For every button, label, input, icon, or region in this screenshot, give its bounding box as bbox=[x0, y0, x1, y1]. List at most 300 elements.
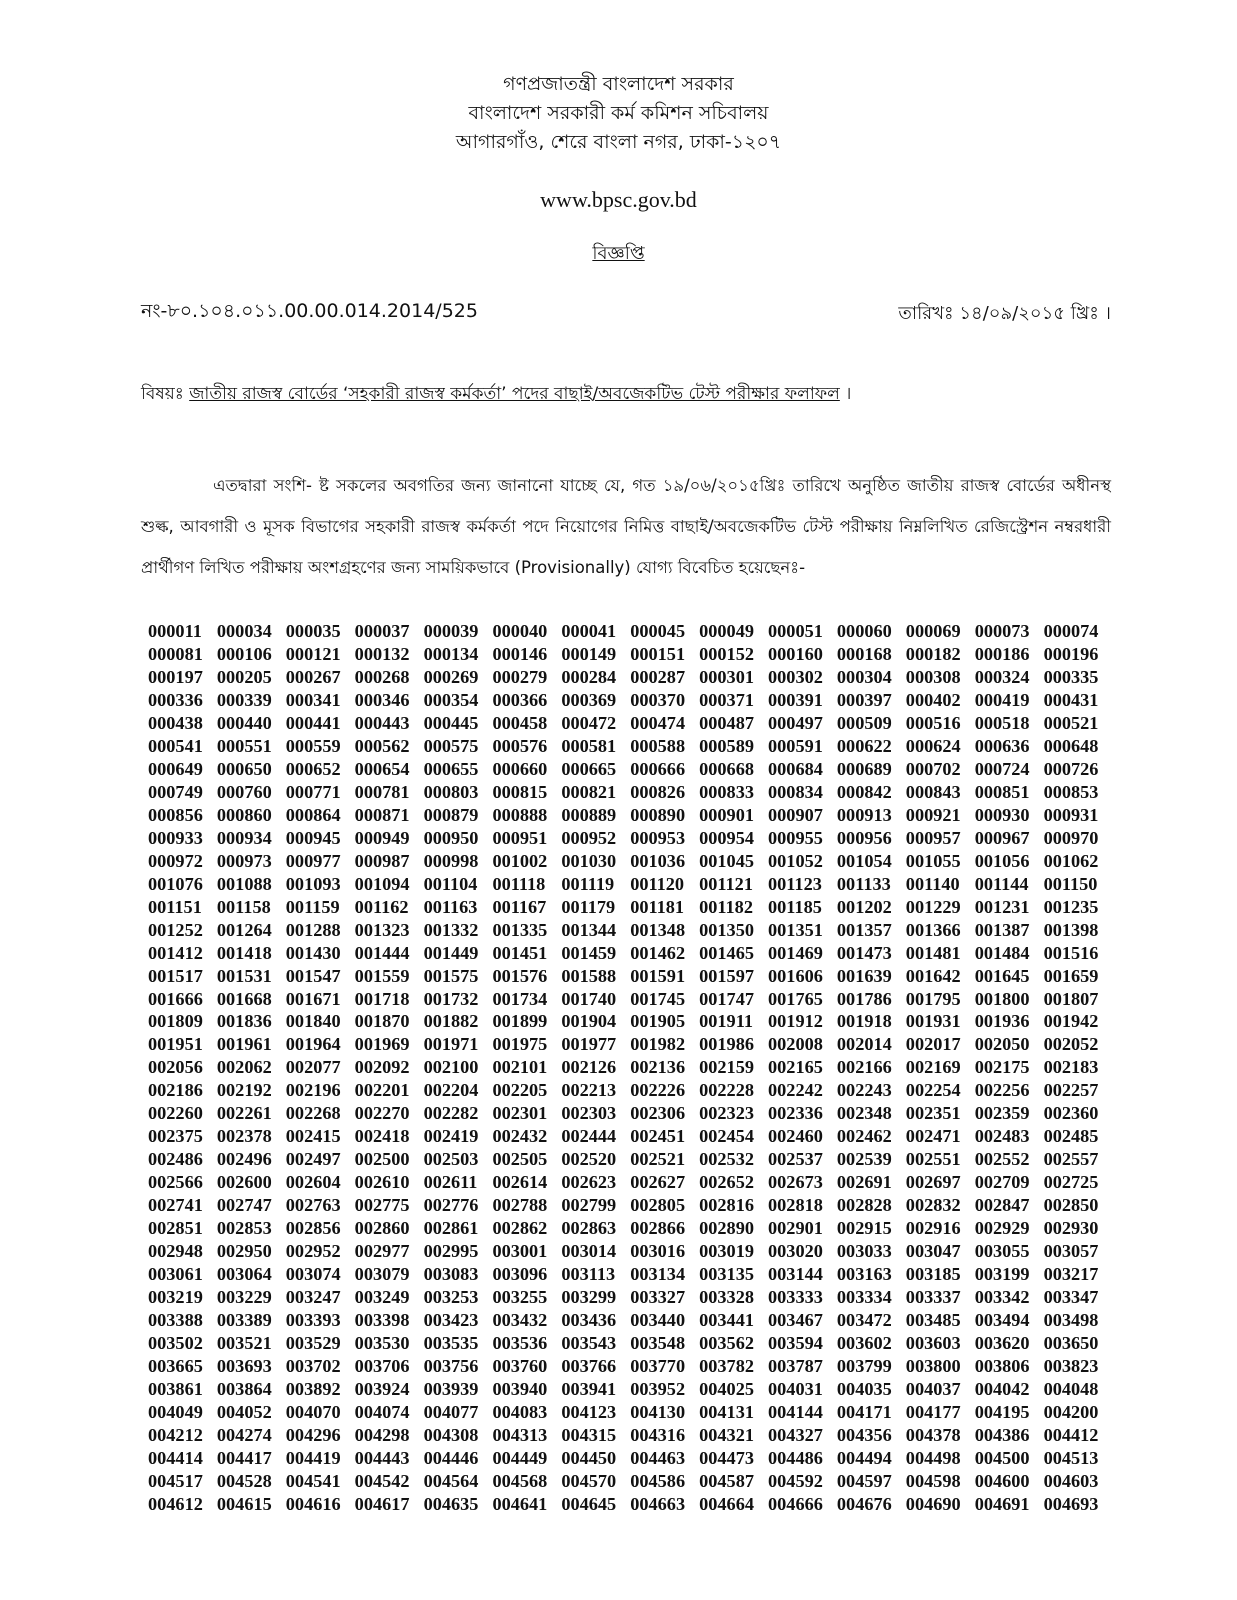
registration-number: 001800 bbox=[974, 988, 1030, 1009]
registration-number: 001718 bbox=[354, 988, 410, 1009]
registration-number: 000589 bbox=[699, 735, 754, 756]
registration-number: 001231 bbox=[974, 896, 1030, 917]
registration-number: 002863 bbox=[561, 1218, 617, 1239]
registration-number: 000074 bbox=[1043, 621, 1099, 641]
registration-number: 000853 bbox=[1043, 781, 1099, 802]
registration-number: 004025 bbox=[699, 1378, 754, 1399]
registration-number: 001054 bbox=[836, 850, 892, 871]
registration-number: 003217 bbox=[1043, 1264, 1099, 1285]
registration-number: 003393 bbox=[285, 1310, 341, 1331]
registration-number: 002159 bbox=[699, 1057, 754, 1078]
registration-number: 002725 bbox=[1043, 1172, 1099, 1193]
registration-number: 003706 bbox=[354, 1356, 410, 1376]
registration-number: 001056 bbox=[974, 850, 1030, 871]
registration-number: 003432 bbox=[492, 1310, 548, 1331]
registration-number: 000073 bbox=[974, 621, 1030, 641]
registration-number: 000890 bbox=[630, 804, 686, 825]
registration-number: 003892 bbox=[285, 1378, 341, 1399]
registration-number: 001120 bbox=[630, 873, 685, 894]
registration-number: 001745 bbox=[630, 988, 686, 1009]
registration-number: 000934 bbox=[216, 827, 272, 848]
registration-number: 000039 bbox=[423, 621, 479, 641]
header-address: আগারগাঁও, শেরে বাংলা নগর, ঢাকা-১২০৭ bbox=[455, 131, 782, 153]
registration-number: 002847 bbox=[974, 1195, 1030, 1216]
registration-number: 002471 bbox=[905, 1126, 961, 1147]
registration-number: 002861 bbox=[423, 1218, 479, 1239]
registration-number: 002485 bbox=[1043, 1126, 1099, 1147]
registration-number: 004315 bbox=[561, 1424, 617, 1445]
registration-number: 003247 bbox=[285, 1287, 341, 1308]
registration-number: 000843 bbox=[905, 781, 961, 802]
registration-number: 002775 bbox=[354, 1195, 410, 1216]
registration-number: 002950 bbox=[216, 1241, 272, 1262]
registration-number: 000035 bbox=[285, 621, 341, 641]
registration-number: 000689 bbox=[836, 758, 892, 779]
registration-number: 000977 bbox=[285, 850, 341, 871]
registration-number: 000665 bbox=[561, 758, 617, 779]
registration-number: 003074 bbox=[285, 1264, 341, 1285]
registration-number: 002537 bbox=[768, 1149, 823, 1170]
registration-number: 000581 bbox=[561, 735, 617, 756]
registration-number: 002254 bbox=[905, 1080, 961, 1101]
registration-number: 001671 bbox=[285, 988, 341, 1009]
registration-number: 000268 bbox=[354, 666, 410, 687]
registration-number: 000648 bbox=[1043, 735, 1099, 756]
registration-number: 001202 bbox=[836, 896, 892, 917]
registration-number: 004587 bbox=[699, 1470, 754, 1491]
registration-number: 001459 bbox=[561, 942, 617, 963]
registration-number: 000856 bbox=[148, 804, 203, 825]
registration-number: 002242 bbox=[768, 1080, 823, 1101]
registration-number: 000287 bbox=[630, 666, 686, 687]
registration-number: 000341 bbox=[285, 689, 341, 710]
registration-number: 003333 bbox=[768, 1287, 823, 1308]
registration-number: 004417 bbox=[216, 1447, 272, 1468]
registration-number: 001588 bbox=[561, 965, 617, 986]
registration-number: 004130 bbox=[630, 1401, 686, 1422]
registration-number: 004463 bbox=[630, 1447, 686, 1468]
registration-number: 000871 bbox=[354, 804, 410, 825]
notice-body: এতদ্বারা সংশি- ষ্ট সকলের অবগতির জন্য জানানো যাচ্ছে যে, গত ১৯/০৬/২০১৫খ্রিঃ তারিখে অনুষ্ঠিত জাতীয় রাজস্ব বোর্ডের অধীনস্থ শুল্ক, আবগারী ও মূসক বিভাগের সহকারী রাজস্ব কর্মকর্তা পদে নিয়োগের নিমিত্ত বাছাই/অবজেকটিভ টেস্ট পরীক্ষায় নিম্নলিখিত রেজিস্ট্রেশন নম্বরধারী প্রার্থীগণ লিখিত পরীক্ষায় অংশগ্রহণের জন্য সাময়িকভাবে (Provisionally) যোগ্য বিবেচিত হয়েছেনঃ- bbox=[141, 476, 1111, 577]
registration-number: 004517 bbox=[148, 1470, 203, 1491]
registration-number: 002890 bbox=[699, 1218, 754, 1239]
registration-number: 000081 bbox=[148, 643, 203, 664]
registration-number: 001639 bbox=[836, 965, 892, 986]
registration-number: 004616 bbox=[285, 1493, 341, 1514]
registration-number: 001181 bbox=[630, 896, 685, 917]
registration-number: 001150 bbox=[1043, 873, 1098, 894]
registration-number: 001870 bbox=[354, 1011, 410, 1032]
registration-number: 003219 bbox=[148, 1287, 203, 1308]
subject-text: জাতীয় রাজস্ব বোর্ডের ‘সহকারী রাজস্ব কর্মকর্তা’ পদের বাছাই/অবজেকটিভ টেস্ট পরীক্ষার ফলাফল bbox=[189, 384, 840, 404]
memo-date: তারিখঃ ১৪/০৯/২০১৫ খ্রিঃ । bbox=[898, 303, 1111, 324]
registration-number: 001357 bbox=[836, 919, 892, 940]
registration-number: 000760 bbox=[216, 781, 272, 802]
registration-number: 003864 bbox=[216, 1378, 272, 1399]
registration-number: 000860 bbox=[216, 804, 272, 825]
registration-number: 001840 bbox=[285, 1011, 341, 1032]
registration-number: 004641 bbox=[492, 1493, 548, 1514]
registration-number: 000956 bbox=[836, 827, 892, 848]
registration-number: 000945 bbox=[285, 827, 341, 848]
registration-number: 003440 bbox=[630, 1310, 686, 1331]
registration-number: 001104 bbox=[423, 873, 478, 894]
registration-number: 000749 bbox=[148, 781, 203, 802]
registration-number: 003529 bbox=[285, 1333, 341, 1354]
registration-number: 001484 bbox=[974, 942, 1030, 963]
registration-number: 002929 bbox=[974, 1218, 1030, 1239]
registration-number: 000041 bbox=[561, 621, 617, 641]
registration-number: 001121 bbox=[699, 873, 753, 894]
registration-number: 001786 bbox=[836, 988, 892, 1009]
registration-number: 000803 bbox=[423, 781, 479, 802]
registration-number: 003134 bbox=[630, 1264, 686, 1285]
registration-number: 002052 bbox=[1043, 1034, 1099, 1055]
registration-number: 004541 bbox=[285, 1470, 341, 1491]
registration-number: 004450 bbox=[561, 1447, 617, 1468]
registration-number: 002186 bbox=[148, 1080, 203, 1101]
registration-number: 001418 bbox=[216, 942, 272, 963]
registration-number: 000655 bbox=[423, 758, 479, 779]
registration-number: 002500 bbox=[354, 1149, 410, 1170]
registration-number: 000889 bbox=[561, 804, 617, 825]
registration-number: 001462 bbox=[630, 942, 686, 963]
registration-number: 004690 bbox=[905, 1493, 961, 1514]
registration-number: 002496 bbox=[216, 1149, 272, 1170]
registration-number: 001182 bbox=[699, 896, 753, 917]
registration-number: 002204 bbox=[423, 1080, 479, 1101]
registration-number: 002860 bbox=[354, 1218, 410, 1239]
registration-number: 004500 bbox=[974, 1447, 1030, 1468]
registration-number: 000182 bbox=[905, 643, 961, 664]
registration-number: 000551 bbox=[216, 735, 272, 756]
registration-number: 000445 bbox=[423, 712, 479, 733]
registration-number: 000431 bbox=[1043, 689, 1099, 710]
registration-number: 000051 bbox=[768, 621, 823, 641]
registration-number: 000474 bbox=[630, 712, 686, 733]
registration-number: 001412 bbox=[148, 942, 203, 963]
registration-number: 002415 bbox=[285, 1126, 341, 1147]
registration-number: 003144 bbox=[768, 1264, 823, 1285]
registration-number: 000205 bbox=[216, 666, 272, 687]
registration-number: 000576 bbox=[492, 735, 548, 756]
registration-number: 002521 bbox=[630, 1149, 686, 1170]
registration-number: 003055 bbox=[974, 1241, 1030, 1262]
registration-number: 001747 bbox=[699, 988, 754, 1009]
registration-number: 000121 bbox=[285, 643, 341, 664]
registration-number: 001144 bbox=[974, 873, 1029, 894]
registration-number: 004449 bbox=[492, 1447, 548, 1468]
registration-number: 001971 bbox=[423, 1034, 479, 1055]
registration-number: 004296 bbox=[285, 1424, 341, 1445]
registration-number: 001559 bbox=[354, 965, 410, 986]
registration-number: 000149 bbox=[561, 643, 617, 664]
registration-number: 002916 bbox=[905, 1218, 961, 1239]
registration-number: 003799 bbox=[836, 1356, 892, 1376]
registration-number: 003253 bbox=[423, 1287, 479, 1308]
registration-number: 000987 bbox=[354, 850, 410, 871]
website-link[interactable]: www.bpsc.gov.bd bbox=[540, 187, 697, 212]
registration-number: 002952 bbox=[285, 1241, 341, 1262]
registration-number: 003199 bbox=[974, 1264, 1030, 1285]
registration-number: 001076 bbox=[148, 873, 203, 894]
registration-number: 001351 bbox=[768, 919, 823, 940]
registration-number: 003952 bbox=[630, 1378, 686, 1399]
registration-number: 004542 bbox=[354, 1470, 410, 1491]
registration-number: 001936 bbox=[974, 1011, 1030, 1032]
registration-number: 000684 bbox=[768, 758, 823, 779]
registration-number: 000521 bbox=[1043, 712, 1099, 733]
registration-number: 001517 bbox=[148, 965, 203, 986]
registration-number: 000497 bbox=[768, 712, 823, 733]
registration-number: 001133 bbox=[836, 873, 891, 894]
registration-number: 001398 bbox=[1043, 919, 1099, 940]
registration-number: 001167 bbox=[492, 896, 547, 917]
registration-number: 002419 bbox=[423, 1126, 479, 1147]
registration-number: 002256 bbox=[974, 1080, 1030, 1101]
registration-number: 004200 bbox=[1043, 1401, 1099, 1422]
subject-line bbox=[141, 381, 1121, 409]
registration-number: 000702 bbox=[905, 758, 961, 779]
registration-number: 004171 bbox=[836, 1401, 892, 1422]
registration-number: 002303 bbox=[561, 1103, 617, 1124]
registration-number: 003163 bbox=[836, 1264, 892, 1285]
registration-number: 003536 bbox=[492, 1333, 548, 1354]
registration-number: 004564 bbox=[423, 1470, 479, 1491]
registration-number: 002520 bbox=[561, 1149, 617, 1170]
registration-number: 004412 bbox=[1043, 1424, 1099, 1445]
registration-number: 000930 bbox=[974, 804, 1030, 825]
registration-number: 002850 bbox=[1043, 1195, 1099, 1216]
registration-number: 003806 bbox=[974, 1356, 1030, 1376]
registration-number: 004037 bbox=[905, 1378, 961, 1399]
registration-number: 002323 bbox=[699, 1103, 754, 1124]
registration-number: 002205 bbox=[492, 1080, 548, 1101]
registration-number: 003702 bbox=[285, 1356, 341, 1376]
registration-number: 000666 bbox=[630, 758, 686, 779]
registration-number: 004298 bbox=[354, 1424, 410, 1445]
registration-number: 001645 bbox=[974, 965, 1030, 986]
registration-number: 003423 bbox=[423, 1310, 479, 1331]
registration-number: 002375 bbox=[148, 1126, 203, 1147]
registration-number: 002856 bbox=[285, 1218, 341, 1239]
registration-number: 001977 bbox=[561, 1034, 617, 1055]
registration-number: 003766 bbox=[561, 1356, 617, 1376]
registration-number: 000842 bbox=[836, 781, 892, 802]
registration-number: 002818 bbox=[768, 1195, 823, 1216]
registration-number: 001094 bbox=[354, 873, 410, 894]
registration-number: 004498 bbox=[905, 1447, 961, 1468]
registration-number: 000134 bbox=[423, 643, 479, 664]
registration-number: 000957 bbox=[905, 827, 961, 848]
registration-number: 003083 bbox=[423, 1264, 479, 1285]
registration-number: 000913 bbox=[836, 804, 892, 825]
registration-number: 003620 bbox=[974, 1333, 1030, 1354]
registration-number: 003467 bbox=[768, 1310, 823, 1331]
registration-number: 000901 bbox=[699, 804, 754, 825]
registration-number: 000967 bbox=[974, 827, 1030, 848]
registration-number: 001335 bbox=[492, 919, 548, 940]
registration-number: 004663 bbox=[630, 1493, 686, 1514]
registration-number: 003940 bbox=[492, 1378, 548, 1399]
registration-number: 003047 bbox=[905, 1241, 961, 1262]
registration-number: 000040 bbox=[492, 621, 548, 641]
registration-number: 002378 bbox=[216, 1126, 272, 1147]
registration-number: 001062 bbox=[1043, 850, 1099, 871]
registration-number: 001591 bbox=[630, 965, 686, 986]
registration-number: 000487 bbox=[699, 712, 754, 733]
registration-number: 002213 bbox=[561, 1080, 617, 1101]
registration-number: 001982 bbox=[630, 1034, 686, 1055]
registration-number: 002709 bbox=[974, 1172, 1030, 1193]
registration-number: 000458 bbox=[492, 712, 548, 733]
registration-number: 003800 bbox=[905, 1356, 961, 1376]
registration-number: 004570 bbox=[561, 1470, 617, 1491]
registration-number: 004598 bbox=[905, 1470, 961, 1491]
registration-number: 003135 bbox=[699, 1264, 754, 1285]
registration-number: 004486 bbox=[768, 1447, 823, 1468]
registration-number: 000668 bbox=[699, 758, 754, 779]
registration-number: 003782 bbox=[699, 1356, 754, 1376]
registration-number: 003756 bbox=[423, 1356, 479, 1376]
registration-number: 004664 bbox=[699, 1493, 754, 1514]
registration-number: 000826 bbox=[630, 781, 686, 802]
registration-number: 002062 bbox=[216, 1057, 272, 1078]
registration-number: 001449 bbox=[423, 942, 479, 963]
header-government: গণপ্রজাতন্ত্রী বাংলাদেশ সরকার bbox=[503, 73, 734, 95]
registration-number: 000949 bbox=[354, 827, 410, 848]
registration-number: 001036 bbox=[630, 850, 686, 871]
registration-number: 003603 bbox=[905, 1333, 961, 1354]
registration-number: 000821 bbox=[561, 781, 617, 802]
registration-number: 000649 bbox=[148, 758, 203, 779]
registration-number: 000151 bbox=[630, 643, 686, 664]
registration-number: 003521 bbox=[216, 1333, 272, 1354]
registration-number: 002901 bbox=[768, 1218, 823, 1239]
registration-number: 002532 bbox=[699, 1149, 754, 1170]
registration-number: 000302 bbox=[768, 666, 823, 687]
registration-number: 002627 bbox=[630, 1172, 686, 1193]
registration-number: 003594 bbox=[768, 1333, 823, 1354]
registration-number: 003543 bbox=[561, 1333, 617, 1354]
registration-number: 000186 bbox=[974, 643, 1030, 664]
registration-number: 004693 bbox=[1043, 1493, 1099, 1514]
registration-number: 002270 bbox=[354, 1103, 410, 1124]
registration-number: 002301 bbox=[492, 1103, 548, 1124]
registration-number: 002100 bbox=[423, 1057, 479, 1078]
registration-number: 000833 bbox=[699, 781, 754, 802]
registration-number: 004212 bbox=[148, 1424, 203, 1445]
registration-number: 002165 bbox=[768, 1057, 823, 1078]
registration-number: 000106 bbox=[216, 643, 272, 664]
registration-number: 001288 bbox=[285, 919, 341, 940]
registration-number: 000998 bbox=[423, 850, 479, 871]
registration-number: 002268 bbox=[285, 1103, 341, 1124]
registration-number: 002977 bbox=[354, 1241, 410, 1262]
registration-number: 001093 bbox=[285, 873, 341, 894]
registration-number: 000953 bbox=[630, 827, 686, 848]
registration-number: 000443 bbox=[354, 712, 410, 733]
registration-number: 001159 bbox=[285, 896, 340, 917]
registration-number: 001444 bbox=[354, 942, 410, 963]
registration-number: 000324 bbox=[974, 666, 1030, 687]
registration-number: 003057 bbox=[1043, 1241, 1099, 1262]
registration-number: 004528 bbox=[216, 1470, 272, 1491]
registration-number: 004666 bbox=[768, 1493, 823, 1514]
registration-number: 000955 bbox=[768, 827, 823, 848]
registration-number: 000354 bbox=[423, 689, 479, 710]
registration-number: 002166 bbox=[836, 1057, 892, 1078]
registration-number: 003342 bbox=[974, 1287, 1030, 1308]
registration-number: 003693 bbox=[216, 1356, 272, 1376]
registration-number: 000652 bbox=[285, 758, 341, 779]
registration-number: 004386 bbox=[974, 1424, 1030, 1445]
registration-number: 001795 bbox=[905, 988, 961, 1009]
registration-number: 002788 bbox=[492, 1195, 548, 1216]
registration-number: 004195 bbox=[974, 1401, 1030, 1422]
memo-number: নং-৮০.১০৪.০১১.00.00.014.2014/525 bbox=[141, 300, 478, 322]
registration-number: 000034 bbox=[216, 621, 272, 641]
registration-number: 001905 bbox=[630, 1011, 686, 1032]
registration-number: 000650 bbox=[216, 758, 272, 779]
registration-number: 001252 bbox=[148, 919, 203, 940]
registration-number: 003441 bbox=[699, 1310, 754, 1331]
registration-number: 002503 bbox=[423, 1149, 479, 1170]
registration-number: 002360 bbox=[1043, 1103, 1099, 1124]
registration-number: 002853 bbox=[216, 1218, 272, 1239]
registration-number: 002175 bbox=[974, 1057, 1030, 1078]
registration-number: 001765 bbox=[768, 988, 823, 1009]
registration-number: 000851 bbox=[974, 781, 1030, 802]
registration-number: 000438 bbox=[148, 712, 203, 733]
registration-number: 002169 bbox=[905, 1057, 961, 1078]
registration-number: 002432 bbox=[492, 1126, 548, 1147]
registration-number: 003602 bbox=[836, 1333, 892, 1354]
registration-number: 003347 bbox=[1043, 1287, 1099, 1308]
registration-number: 001836 bbox=[216, 1011, 272, 1032]
registration-number: 000472 bbox=[561, 712, 617, 733]
registration-number: 000196 bbox=[1043, 643, 1099, 664]
registration-number: 002741 bbox=[148, 1195, 203, 1216]
registration-number: 004597 bbox=[836, 1470, 892, 1491]
registration-number: 001179 bbox=[561, 896, 616, 917]
registration-number-list bbox=[148, 620, 1113, 1516]
registration-number: 001666 bbox=[148, 988, 203, 1009]
registration-number: 002776 bbox=[423, 1195, 479, 1216]
registration-number: 000562 bbox=[354, 735, 410, 756]
registration-number: 004327 bbox=[768, 1424, 823, 1445]
registration-number: 000160 bbox=[768, 643, 823, 664]
registration-number: 004568 bbox=[492, 1470, 548, 1491]
registration-number: 000879 bbox=[423, 804, 479, 825]
registration-number: 002483 bbox=[974, 1126, 1030, 1147]
registration-number: 002460 bbox=[768, 1126, 823, 1147]
registration-number: 003229 bbox=[216, 1287, 272, 1308]
registration-number: 001734 bbox=[492, 988, 548, 1009]
registration-number: 004586 bbox=[630, 1470, 686, 1491]
registration-number: 001659 bbox=[1043, 965, 1099, 986]
registration-number: 004443 bbox=[354, 1447, 410, 1468]
registration-number: 000335 bbox=[1043, 666, 1099, 687]
registration-number: 000834 bbox=[768, 781, 823, 802]
registration-number: 004144 bbox=[768, 1401, 823, 1422]
registration-number: 003064 bbox=[216, 1264, 272, 1285]
registration-number: 002611 bbox=[423, 1172, 478, 1193]
registration-number: 004074 bbox=[354, 1401, 410, 1422]
registration-number: 004083 bbox=[492, 1401, 548, 1422]
registration-number: 000069 bbox=[905, 621, 961, 641]
registration-number: 004615 bbox=[216, 1493, 272, 1514]
